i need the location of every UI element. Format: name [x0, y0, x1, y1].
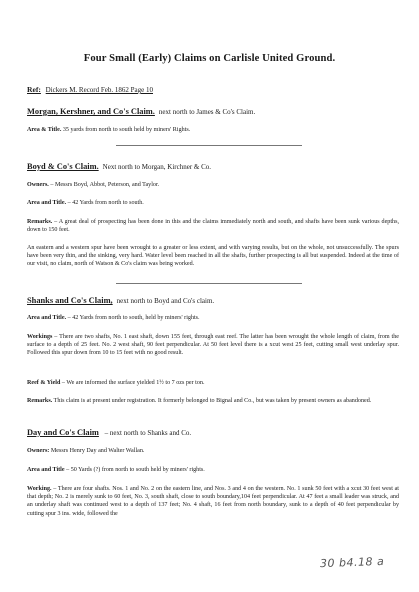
shanks-remarks-text: This claim is at present under registration. It formerly belonged to Bignal and Co., but was taken by present owners as abandoned.	[52, 398, 372, 404]
shanks-remarks-label: Remarks.	[27, 398, 53, 404]
boyd-heading: Boyd & Co's Claim.	[27, 162, 99, 171]
reference-text: Dickers M. Record Feb. 1862 Page 10	[45, 86, 153, 94]
day-owners-paragraph	[27, 447, 399, 455]
boyd-remarks-label: Remarks.	[27, 219, 53, 225]
morgan-heading: Morgan, Kershner, and Co's Claim.	[27, 107, 155, 116]
morgan-area-paragraph	[27, 126, 399, 134]
page-title: Four Small (Early) Claims on Carlisle United Ground.	[83, 53, 336, 64]
boyd-owners-text: – Messrs Boyd, Abbot, Peterson, and Taylor.	[48, 182, 160, 188]
shanks-area-paragraph	[27, 314, 399, 322]
shanks-reef-label: Reef & Yield	[27, 380, 61, 386]
reference-label: Ref:	[27, 85, 41, 94]
day-heading: Day and Co's Claim	[27, 428, 99, 437]
boyd-heading-note: Next north to Morgan, Kirchner & Co.	[102, 163, 212, 171]
morgan-area-label: Area & Title.	[27, 127, 62, 133]
shanks-area-text: – 42 Yards from north to south, held by miners' rights.	[66, 315, 200, 321]
day-owners-label: Owners:	[27, 448, 50, 454]
boyd-owners-label: Owners.	[27, 182, 49, 188]
section-divider	[116, 283, 302, 284]
day-working-paragraph	[27, 485, 399, 518]
boyd-area-text: – 42 Yards from north to south.	[66, 200, 144, 206]
section-heading-morgan	[27, 107, 255, 116]
shanks-workings-label: Workings	[27, 334, 53, 340]
shanks-workings-paragraph	[27, 333, 399, 358]
shanks-reef-text: – We are informed the surface yielded 1½ to 7 ozs per ton.	[60, 380, 205, 386]
section-divider	[116, 145, 302, 146]
day-area-text: – 50 Yards (?) from north to south held by miners' rights.	[64, 467, 205, 473]
section-heading-boyd	[27, 162, 211, 171]
handwritten-note: 30 b4.18 a	[319, 554, 385, 571]
shanks-heading: Shanks and Co's Claim,	[27, 296, 113, 305]
shanks-remarks-paragraph	[27, 397, 399, 405]
day-heading-note: – next north to Shanks and Co.	[102, 429, 192, 437]
reference-line	[27, 85, 153, 94]
morgan-area-text: 35 yards from north to south held by miners' Rights.	[61, 127, 191, 133]
shanks-reef-paragraph	[27, 379, 399, 387]
boyd-area-label: Area and Title.	[27, 200, 67, 206]
day-area-paragraph	[27, 466, 399, 474]
boyd-remarks-paragraph	[27, 218, 399, 234]
section-heading-shanks	[27, 296, 214, 305]
day-area-label: Area and Title	[27, 467, 65, 473]
shanks-workings-text: – There are two shafts, No. 1 east shaft, down 155 feet, through east reef. The latter has been wrought the whole length of claim, from the surface to a depth of 25 feet. No. 2 west shaft, 90 feet perpendicular. At 50 feet level there is a xcut west 25 feet, cutting small west underlay spur. Followed this spur down from 10 to 15 feet with no good result.	[27, 334, 399, 357]
day-working-label: Working.	[27, 486, 52, 492]
shanks-area-label: Area and Title.	[27, 315, 67, 321]
morgan-heading-note: next north to James & Co's Claim.	[158, 108, 256, 116]
section-heading-day	[27, 428, 191, 437]
boyd-owners-paragraph	[27, 181, 399, 189]
boyd-area-paragraph	[27, 199, 399, 207]
day-working-text: – There are four shafts. Nos. 1 and No. 2 on the eastern line, and Nos. 3 and 4 on the western. No. 1 sunk 50 feet with a xcut 30 feet west at that depth; No. 2 is merely sunk to 60 feet, No. 3, south shaft, close to south boundary,104 feet perpendicular. At 47 feet a small leader was struck, and an underlay shaft was continued west to a depth of 137 feet; No. 4 shaft, 16 feet from north boundary, sunk to a depth of 40 feet perpendicular by cutting spur 3 ins. wide, followed the	[27, 486, 399, 517]
day-owners-text: Messrs Henry Day and Walter Wallan.	[49, 448, 145, 454]
boyd-paragraph-2: An eastern and a western spur have been wrought to a greater or less extent, and with varying results, but on the whole, not unsuccessfully. The spurs have been very thin, and the sinking, very hard. Water level been reached in all the shafts, further prospecting is all but suspended. Indeed at the time of our visit, no claim, north of Watson & Co's claim was being worked.	[27, 245, 399, 268]
shanks-heading-note: next north to Boyd and Co's claim.	[116, 297, 215, 305]
boyd-remarks-text: – A great deal of prospecting has been done in this and the claims immediately north and south, and shafts have been sunk various depths, down to 150 feet.	[27, 219, 399, 234]
